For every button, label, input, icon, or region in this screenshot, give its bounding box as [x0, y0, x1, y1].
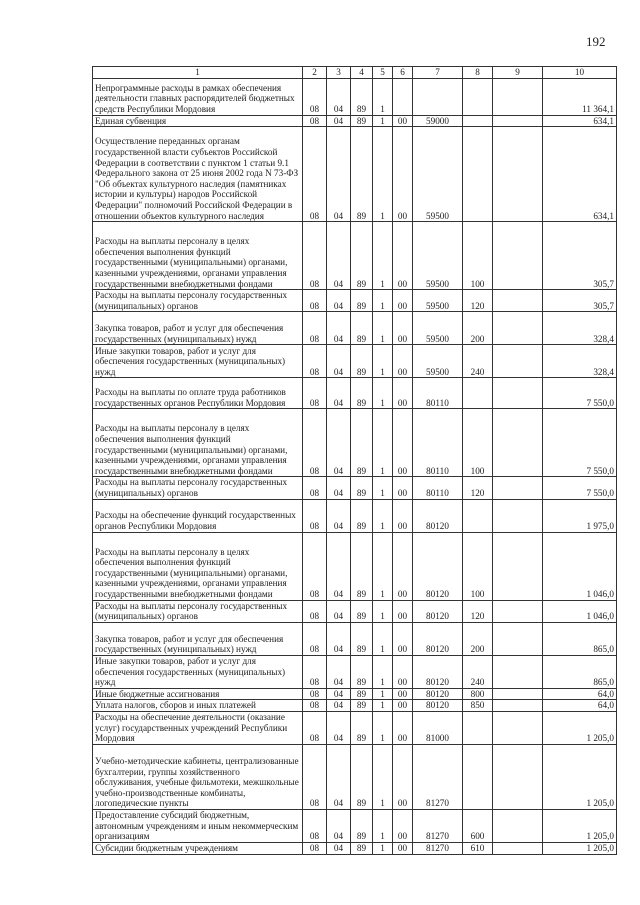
code-cell: 1 — [373, 499, 393, 532]
code-cell: 08 — [303, 622, 327, 655]
code-cell: 89 — [351, 688, 373, 700]
code-cell: 00 — [393, 809, 413, 842]
amount-cell: 64,0 — [543, 700, 617, 712]
code-cell: 1 — [373, 842, 393, 854]
code-cell — [463, 78, 493, 115]
code-cell: 04 — [327, 115, 351, 127]
amount-cell: 11 364,1 — [543, 78, 617, 115]
code-cell: 89 — [351, 290, 373, 312]
table-row — [93, 222, 617, 290]
code-cell: 120 — [463, 477, 493, 499]
column-header: 8 — [463, 67, 493, 79]
code-cell: 89 — [351, 409, 373, 477]
page-number: 192 — [586, 34, 606, 49]
table-row — [93, 842, 617, 854]
code-cell: 1 — [373, 809, 393, 842]
code-cell: 04 — [327, 499, 351, 532]
code-cell: 1 — [373, 312, 393, 345]
column-header: 9 — [493, 67, 543, 79]
code-cell: 00 — [393, 655, 413, 688]
code-cell: 1 — [373, 378, 393, 409]
code-cell: 00 — [393, 711, 413, 744]
code-cell: 89 — [351, 711, 373, 744]
table-row — [93, 600, 617, 622]
code-cell: 00 — [393, 378, 413, 409]
code-cell: 1 — [373, 744, 393, 809]
code-cell: 80120 — [413, 688, 463, 700]
code-cell: 04 — [327, 744, 351, 809]
code-cell — [493, 312, 543, 345]
amount-cell: 328,4 — [543, 312, 617, 345]
amount-cell: 634,1 — [543, 127, 617, 222]
code-cell: 80120 — [413, 499, 463, 532]
amount-cell: 1 975,0 — [543, 499, 617, 532]
table-header-row — [93, 67, 617, 79]
code-cell — [493, 378, 543, 409]
code-cell — [463, 378, 493, 409]
code-cell: 81270 — [413, 842, 463, 854]
amount-cell: 305,7 — [543, 290, 617, 312]
code-cell: 04 — [327, 290, 351, 312]
code-cell: 08 — [303, 744, 327, 809]
code-cell: 89 — [351, 532, 373, 600]
expense-name-cell: Субсидии бюджетным учреждениям — [93, 842, 303, 854]
code-cell: 04 — [327, 312, 351, 345]
code-cell: 59500 — [413, 345, 463, 378]
code-cell — [493, 744, 543, 809]
column-header: 2 — [303, 67, 327, 79]
code-cell: 80120 — [413, 700, 463, 712]
code-cell: 120 — [463, 600, 493, 622]
code-cell: 1 — [373, 127, 393, 222]
code-cell — [493, 655, 543, 688]
code-cell: 89 — [351, 312, 373, 345]
code-cell: 89 — [351, 345, 373, 378]
code-cell: 00 — [393, 345, 413, 378]
code-cell: 89 — [351, 700, 373, 712]
amount-cell: 64,0 — [543, 688, 617, 700]
code-cell: 89 — [351, 622, 373, 655]
amount-cell: 634,1 — [543, 115, 617, 127]
code-cell: 04 — [327, 809, 351, 842]
code-cell: 240 — [463, 345, 493, 378]
expense-name-cell: Иные закупки товаров, работ и услуг для обеспечения государственных (муниципальных) нужд — [93, 345, 303, 378]
code-cell: 00 — [393, 842, 413, 854]
table-row — [93, 711, 617, 744]
amount-cell: 7 550,0 — [543, 477, 617, 499]
code-cell: 1 — [373, 222, 393, 290]
code-cell: 89 — [351, 115, 373, 127]
code-cell: 81270 — [413, 809, 463, 842]
expense-name-cell: Единая субвенция — [93, 115, 303, 127]
code-cell: 04 — [327, 532, 351, 600]
code-cell: 59500 — [413, 127, 463, 222]
code-cell: 89 — [351, 809, 373, 842]
code-cell: 08 — [303, 127, 327, 222]
code-cell: 59500 — [413, 290, 463, 312]
code-cell: 00 — [393, 312, 413, 345]
amount-cell: 1 046,0 — [543, 600, 617, 622]
table-row — [93, 78, 617, 115]
code-cell: 1 — [373, 115, 393, 127]
table-row — [93, 655, 617, 688]
amount-cell: 1 205,0 — [543, 744, 617, 809]
code-cell — [463, 711, 493, 744]
code-cell: 610 — [463, 842, 493, 854]
expense-name-cell: Иные бюджетные ассигнования — [93, 688, 303, 700]
table-row — [93, 378, 617, 409]
code-cell: 00 — [393, 290, 413, 312]
code-cell: 1 — [373, 477, 393, 499]
code-cell: 1 — [373, 600, 393, 622]
code-cell: 00 — [393, 622, 413, 655]
table-body — [93, 78, 617, 854]
code-cell: 08 — [303, 345, 327, 378]
amount-cell: 1 046,0 — [543, 532, 617, 600]
code-cell: 04 — [327, 378, 351, 409]
code-cell: 81000 — [413, 711, 463, 744]
code-cell: 100 — [463, 409, 493, 477]
code-cell: 89 — [351, 499, 373, 532]
code-cell: 08 — [303, 688, 327, 700]
amount-cell: 865,0 — [543, 655, 617, 688]
amount-cell: 7 550,0 — [543, 409, 617, 477]
code-cell: 08 — [303, 655, 327, 688]
column-header: 3 — [327, 67, 351, 79]
code-cell: 04 — [327, 655, 351, 688]
code-cell: 1 — [373, 409, 393, 477]
expense-name-cell: Иные закупки товаров, работ и услуг для обеспечения государственных (муниципальных) нужд — [93, 655, 303, 688]
code-cell: 1 — [373, 711, 393, 744]
code-cell: 1 — [373, 78, 393, 115]
expense-name-cell: Закупка товаров, работ и услуг для обеспечения государственных (муниципальных) нужд — [93, 622, 303, 655]
code-cell: 00 — [393, 532, 413, 600]
table-row — [93, 477, 617, 499]
code-cell: 08 — [303, 809, 327, 842]
code-cell: 04 — [327, 688, 351, 700]
code-cell — [493, 622, 543, 655]
code-cell — [493, 700, 543, 712]
expense-name-cell: Расходы на выплаты персоналу в целях обеспечения выполнения функций государственными (муниципальными) органами, казенными учреждениями, органами управления государственными внебюджетными фондами — [93, 222, 303, 290]
code-cell: 1 — [373, 345, 393, 378]
table-row — [93, 312, 617, 345]
code-cell: 600 — [463, 809, 493, 842]
code-cell: 1 — [373, 688, 393, 700]
amount-cell: 1 205,0 — [543, 842, 617, 854]
code-cell — [493, 78, 543, 115]
code-cell: 00 — [393, 409, 413, 477]
expense-name-cell: Закупка товаров, работ и услуг для обеспечения государственных (муниципальных) нужд — [93, 312, 303, 345]
code-cell: 200 — [463, 312, 493, 345]
code-cell: 59000 — [413, 115, 463, 127]
code-cell: 00 — [393, 499, 413, 532]
expense-name-cell: Расходы на выплаты по оплате труда работников государственных органов Республики Мордовия — [93, 378, 303, 409]
code-cell: 04 — [327, 78, 351, 115]
column-header: 6 — [393, 67, 413, 79]
code-cell: 850 — [463, 700, 493, 712]
code-cell: 08 — [303, 700, 327, 712]
code-cell: 08 — [303, 78, 327, 115]
code-cell: 08 — [303, 378, 327, 409]
amount-cell: 1 205,0 — [543, 809, 617, 842]
code-cell: 80120 — [413, 600, 463, 622]
code-cell: 04 — [327, 700, 351, 712]
column-header: 7 — [413, 67, 463, 79]
code-cell — [493, 222, 543, 290]
code-cell: 1 — [373, 290, 393, 312]
code-cell: 04 — [327, 409, 351, 477]
code-cell: 89 — [351, 78, 373, 115]
code-cell: 00 — [393, 222, 413, 290]
code-cell: 04 — [327, 127, 351, 222]
code-cell — [493, 127, 543, 222]
table-row — [93, 622, 617, 655]
code-cell: 1 — [373, 622, 393, 655]
code-cell: 04 — [327, 600, 351, 622]
code-cell: 200 — [463, 622, 493, 655]
expense-name-cell: Учебно-методические кабинеты, централизованные бухгалтерии, группы хозяйственного обслуживания, учебные фильмотеки, межшкольные учебно-производственные комбинаты, логопедические пункты — [93, 744, 303, 809]
code-cell — [463, 127, 493, 222]
code-cell: 80120 — [413, 655, 463, 688]
expense-name-cell: Непрограммные расходы в рамках обеспечения деятельности главных распорядителей бюджетных средств Республики Мордовия — [93, 78, 303, 115]
code-cell: 00 — [393, 600, 413, 622]
expense-name-cell: Уплата налогов, сборов и иных платежей — [93, 700, 303, 712]
code-cell: 08 — [303, 499, 327, 532]
table-row — [93, 532, 617, 600]
code-cell — [493, 290, 543, 312]
table-row — [93, 809, 617, 842]
code-cell: 240 — [463, 655, 493, 688]
table-row — [93, 290, 617, 312]
table-row — [93, 115, 617, 127]
code-cell: 04 — [327, 477, 351, 499]
code-cell: 59500 — [413, 312, 463, 345]
table-row — [93, 127, 617, 222]
code-cell: 59500 — [413, 222, 463, 290]
code-cell: 00 — [393, 744, 413, 809]
code-cell — [463, 744, 493, 809]
column-header: 1 — [93, 67, 303, 79]
amount-cell: 305,7 — [543, 222, 617, 290]
code-cell: 08 — [303, 409, 327, 477]
code-cell — [493, 711, 543, 744]
code-cell: 00 — [393, 115, 413, 127]
code-cell — [493, 115, 543, 127]
code-cell: 89 — [351, 655, 373, 688]
amount-cell: 328,4 — [543, 345, 617, 378]
code-cell: 04 — [327, 842, 351, 854]
code-cell: 08 — [303, 222, 327, 290]
code-cell: 80110 — [413, 378, 463, 409]
code-cell: 04 — [327, 711, 351, 744]
expense-name-cell: Расходы на выплаты персоналу государственных (муниципальных) органов — [93, 477, 303, 499]
code-cell — [493, 842, 543, 854]
code-cell: 08 — [303, 532, 327, 600]
code-cell: 1 — [373, 532, 393, 600]
code-cell — [413, 78, 463, 115]
expense-name-cell: Расходы на выплаты персоналу государственных (муниципальных) органов — [93, 290, 303, 312]
code-cell: 00 — [393, 700, 413, 712]
expense-name-cell: Расходы на обеспечение функций государственных органов Республики Мордовия — [93, 499, 303, 532]
code-cell: 1 — [373, 655, 393, 688]
table-row — [93, 499, 617, 532]
code-cell — [493, 409, 543, 477]
code-cell: 89 — [351, 127, 373, 222]
table-row — [93, 409, 617, 477]
code-cell: 08 — [303, 312, 327, 345]
code-cell: 08 — [303, 842, 327, 854]
table-row — [93, 700, 617, 712]
expense-name-cell: Расходы на выплаты персоналу в целях обеспечения выполнения функций государственными (муниципальными) органами, казенными учреждениями, органами управления государственными внебюджетными фондами — [93, 532, 303, 600]
code-cell: 04 — [327, 622, 351, 655]
code-cell: 89 — [351, 378, 373, 409]
code-cell — [493, 345, 543, 378]
code-cell: 100 — [463, 532, 493, 600]
code-cell: 120 — [463, 290, 493, 312]
table-row — [93, 688, 617, 700]
code-cell: 80120 — [413, 622, 463, 655]
code-cell: 00 — [393, 688, 413, 700]
column-header: 4 — [351, 67, 373, 79]
code-cell: 89 — [351, 744, 373, 809]
expense-name-cell: Осуществление переданных органам государственной власти субъектов Российской Федерации в соответствии с пунктом 1 статьи 9.1 Федерального закона от 25 июня 2002 года N 73-ФЗ "Об объектах культурного наследия (памятниках истории и культуры) народов Российской Федерации" полномочий Российской Федерации в отношении объектов культурного наследия — [93, 127, 303, 222]
budget-table — [92, 66, 617, 855]
code-cell: 80110 — [413, 409, 463, 477]
code-cell — [493, 532, 543, 600]
code-cell: 89 — [351, 477, 373, 499]
code-cell: 08 — [303, 600, 327, 622]
code-cell: 80120 — [413, 532, 463, 600]
table-row — [93, 744, 617, 809]
code-cell: 81270 — [413, 744, 463, 809]
code-cell: 100 — [463, 222, 493, 290]
code-cell — [493, 600, 543, 622]
code-cell: 1 — [373, 700, 393, 712]
code-cell: 04 — [327, 345, 351, 378]
code-cell: 89 — [351, 222, 373, 290]
code-cell: 89 — [351, 600, 373, 622]
code-cell: 08 — [303, 477, 327, 499]
code-cell — [493, 477, 543, 499]
expense-name-cell: Расходы на выплаты персоналу в целях обеспечения выполнения функций государственными (муниципальными) органами, казенными учреждениями, органами управления государственными внебюджетными фондами — [93, 409, 303, 477]
amount-cell: 1 205,0 — [543, 711, 617, 744]
expense-name-cell: Расходы на выплаты персоналу государственных (муниципальных) органов — [93, 600, 303, 622]
column-header: 5 — [373, 67, 393, 79]
code-cell — [493, 688, 543, 700]
amount-cell: 865,0 — [543, 622, 617, 655]
table-row — [93, 345, 617, 378]
code-cell — [463, 115, 493, 127]
code-cell — [393, 78, 413, 115]
code-cell: 08 — [303, 290, 327, 312]
code-cell: 89 — [351, 842, 373, 854]
code-cell: 04 — [327, 222, 351, 290]
code-cell — [493, 809, 543, 842]
code-cell: 08 — [303, 115, 327, 127]
code-cell: 800 — [463, 688, 493, 700]
code-cell: 80110 — [413, 477, 463, 499]
code-cell: 00 — [393, 477, 413, 499]
code-cell — [463, 499, 493, 532]
expense-name-cell: Расходы на обеспечение деятельности (оказание услуг) государственных учреждений Республики Мордовия — [93, 711, 303, 744]
column-header: 10 — [543, 67, 617, 79]
code-cell — [493, 499, 543, 532]
code-cell: 00 — [393, 127, 413, 222]
code-cell: 08 — [303, 711, 327, 744]
amount-cell: 7 550,0 — [543, 378, 617, 409]
expense-name-cell: Предоставление субсидий бюджетным, автономным учреждениям и иным некоммерческим организациям — [93, 809, 303, 842]
